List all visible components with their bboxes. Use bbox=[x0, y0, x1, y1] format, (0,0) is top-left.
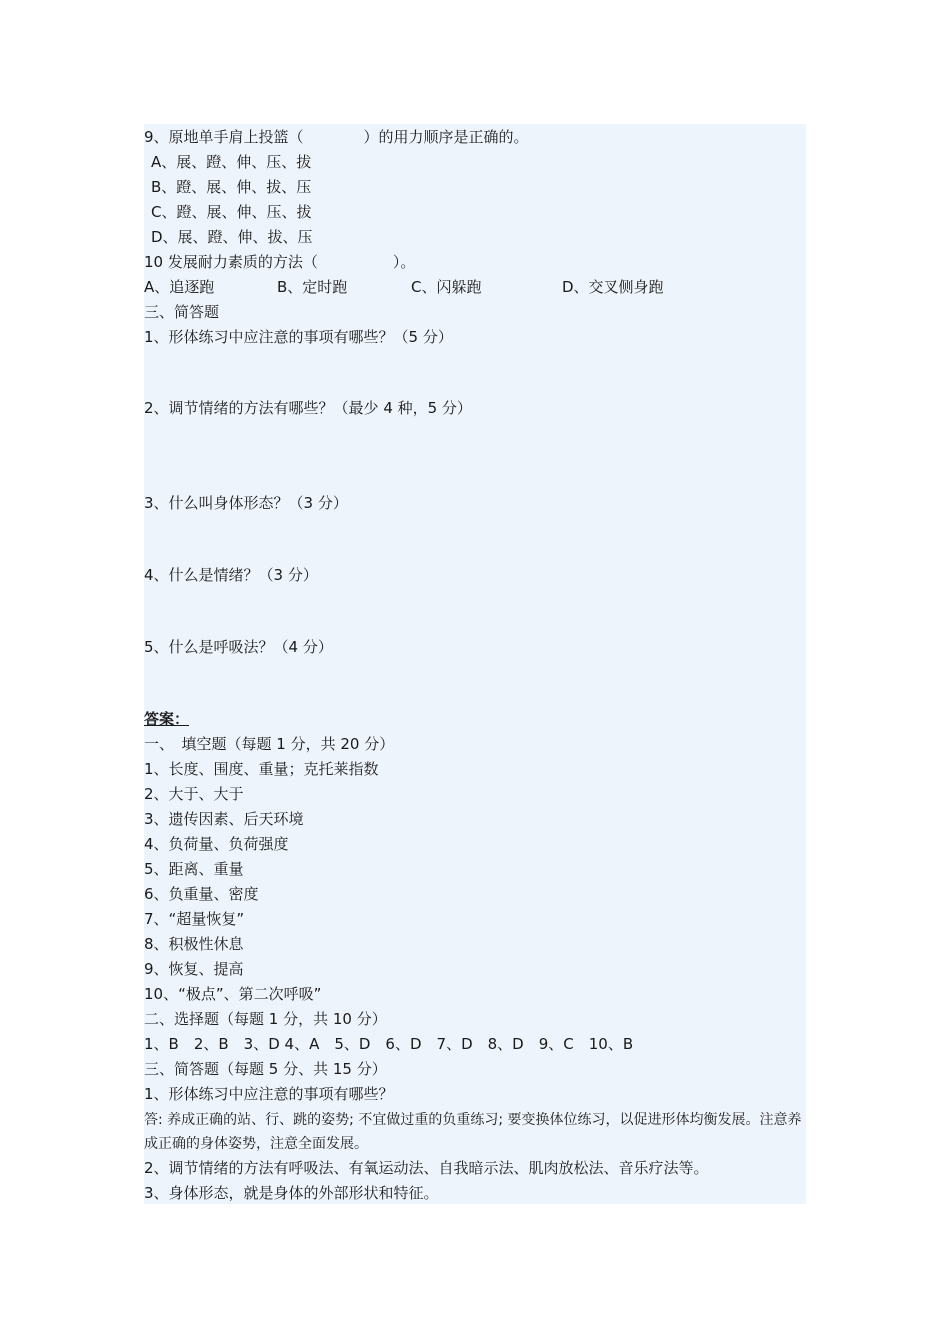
question-10-option-d: D、交叉侧身跑 bbox=[562, 278, 664, 296]
answer-fill-2: 2、大于、大于 bbox=[144, 785, 244, 803]
short-question-1: 1、形体练习中应注意的事项有哪些？（5 分） bbox=[144, 328, 453, 346]
answer-fill-9: 9、恢复、提高 bbox=[144, 960, 244, 978]
answers-choice-title: 二、选择题（每题 1 分，共 10 分） bbox=[144, 1010, 387, 1028]
short-question-4: 4、什么是情绪？（3 分） bbox=[144, 566, 318, 584]
question-9-option-c: C、蹬、展、伸、压、拔 bbox=[151, 203, 312, 221]
answer-short-question-1: 1、形体练习中应注意的事项有哪些？ bbox=[144, 1085, 394, 1103]
answer-fill-1: 1、长度、围度、重量；克托莱指数 bbox=[144, 760, 379, 778]
answer-fill-7: 7、“超量恢复” bbox=[144, 910, 245, 928]
answers-title: 答案： bbox=[144, 710, 190, 728]
short-question-3: 3、什么叫身体形态？（3 分） bbox=[144, 494, 348, 512]
question-9-option-d: D、展、蹬、伸、拔、压 bbox=[151, 228, 313, 246]
question-9-stem: 9、原地单手肩上投篮（ ）的用力顺序是正确的。 bbox=[144, 128, 529, 146]
question-10-stem: 10 发展耐力素质的方法（ ）。 bbox=[144, 253, 416, 271]
answer-fill-3: 3、遗传因素、后天环境 bbox=[144, 810, 304, 828]
answer-fill-6: 6、负重量、密度 bbox=[144, 885, 259, 903]
question-9-option-b: B、蹬、展、伸、拔、压 bbox=[151, 178, 312, 196]
answer-fill-8: 8、积极性休息 bbox=[144, 935, 244, 953]
answer-fill-5: 5、距离、重量 bbox=[144, 860, 244, 878]
question-10-option-a: A、追逐跑 bbox=[144, 278, 215, 296]
short-question-2: 2、调节情绪的方法有哪些？（最少 4 种，5 分） bbox=[144, 399, 472, 417]
short-question-5: 5、什么是呼吸法？（4 分） bbox=[144, 638, 333, 656]
answer-short-3: 3、身体形态，就是身体的外部形状和特征。 bbox=[144, 1184, 439, 1202]
section-3-title: 三、简答题 bbox=[144, 303, 220, 321]
question-10-option-c: C、闪躲跑 bbox=[411, 278, 482, 296]
answer-short-2: 2、调节情绪的方法有呼吸法、有氧运动法、自我暗示法、肌肉放松法、音乐疗法等。 bbox=[144, 1159, 709, 1177]
question-10-option-b: B、定时跑 bbox=[277, 278, 348, 296]
answers-fill-title: 一、 填空题（每题 1 分，共 20 分） bbox=[144, 735, 395, 753]
question-10-options bbox=[144, 277, 806, 297]
answer-fill-10: 10、“极点”、第二次呼吸” bbox=[144, 985, 322, 1003]
answer-short-1-text: 答: 养成正确的站、行、跳的姿势; 不宜做过重的负重练习; 要变换体位练习，以促进形体均衡发展。注意养成正确的身体姿势，注意全面发展。 bbox=[144, 1112, 802, 1152]
answers-short-title: 三、简答题（每题 5 分、共 15 分） bbox=[144, 1060, 387, 1078]
question-9-option-a: A、展、蹬、伸、压、拔 bbox=[151, 153, 312, 171]
answers-choice-list: 1、B 2、B 3、D 4、A 5、D 6、D 7、D 8、D 9、C 10、B bbox=[144, 1035, 634, 1053]
answer-fill-4: 4、负荷量、负荷强度 bbox=[144, 835, 289, 853]
